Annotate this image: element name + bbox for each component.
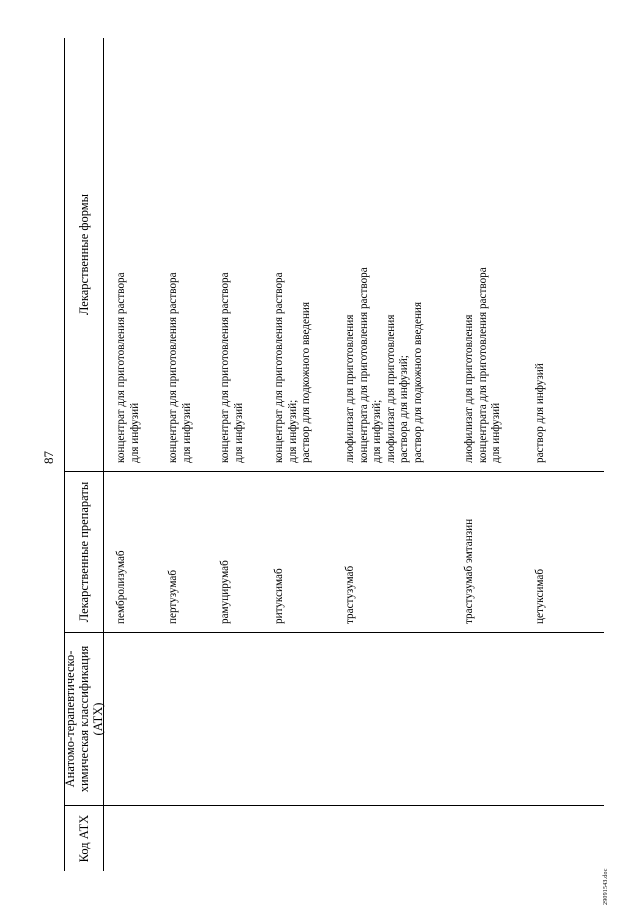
dosage-form-line: для инфузий [180, 402, 193, 463]
dosage-form-line: раствор для подкожного введения [411, 301, 424, 463]
dosage-form [167, 44, 194, 463]
dosage-form-line: концентрата для приготовления раствора [476, 267, 489, 463]
column-drugs [104, 471, 604, 632]
dosage-form-line: концентрат для приготовления раствора [219, 272, 231, 463]
dosage-form-line: раствора для инфузий; [398, 355, 410, 463]
header-forms: Лекарственные формы [64, 38, 104, 471]
dosage-form-line: для инфузий [232, 402, 245, 463]
dosage-form [115, 44, 142, 463]
header-atc: Анатомо-терапевтическо-химическая классификация (АТХ) [64, 632, 104, 805]
dosage-form-line: для инфузий; [286, 399, 299, 463]
dosage-form-line: концентрат для приготовления раствора [115, 272, 127, 463]
drug-name: трастузумаб эмтанзин [463, 518, 475, 624]
atc-table [64, 38, 604, 871]
dosage-form [273, 44, 314, 463]
column-atc [104, 632, 604, 805]
header-code: Код АТХ [64, 805, 104, 871]
dosage-form-line: раствор для подкожного введения [300, 301, 312, 463]
header-drugs: Лекарственные препараты [64, 471, 104, 632]
drug-name: рамуцирумаб [219, 560, 231, 624]
drug-name: ритуксимаб [273, 568, 285, 624]
dosage-form-line: для инфузий [490, 402, 502, 463]
dosage-form-line: лиофилизат для приготовления [384, 314, 397, 463]
drug-name: пембролизумаб [115, 550, 127, 624]
drug-name: трастузумаб [344, 565, 356, 624]
dosage-form-line: концентрата для приготовления раствора [357, 267, 370, 463]
page-number: 87 [41, 451, 56, 464]
dosage-form-line: для инфузий; [371, 399, 383, 463]
drug-name: пертузумаб [167, 569, 179, 624]
dosage-form-line: раствор для инфузий [534, 363, 546, 463]
dosage-form [344, 44, 425, 463]
column-code [104, 805, 604, 871]
dosage-form [463, 44, 504, 463]
dosage-form-line: концентрат для приготовления раствора [167, 272, 179, 463]
dosage-form-line: для инфузий [128, 402, 141, 463]
drug-name: цетуксимаб [534, 568, 546, 624]
dosage-form-line: лиофилизат для приготовления [344, 314, 356, 463]
document-file-code: 2909154З.doc [603, 868, 609, 905]
dosage-form-line: лиофилизат для приготовления [463, 314, 475, 463]
dosage-form [534, 44, 548, 463]
dosage-form [219, 44, 246, 463]
column-forms [104, 38, 604, 471]
dosage-form-line: концентрат для приготовления раствора [273, 272, 285, 463]
